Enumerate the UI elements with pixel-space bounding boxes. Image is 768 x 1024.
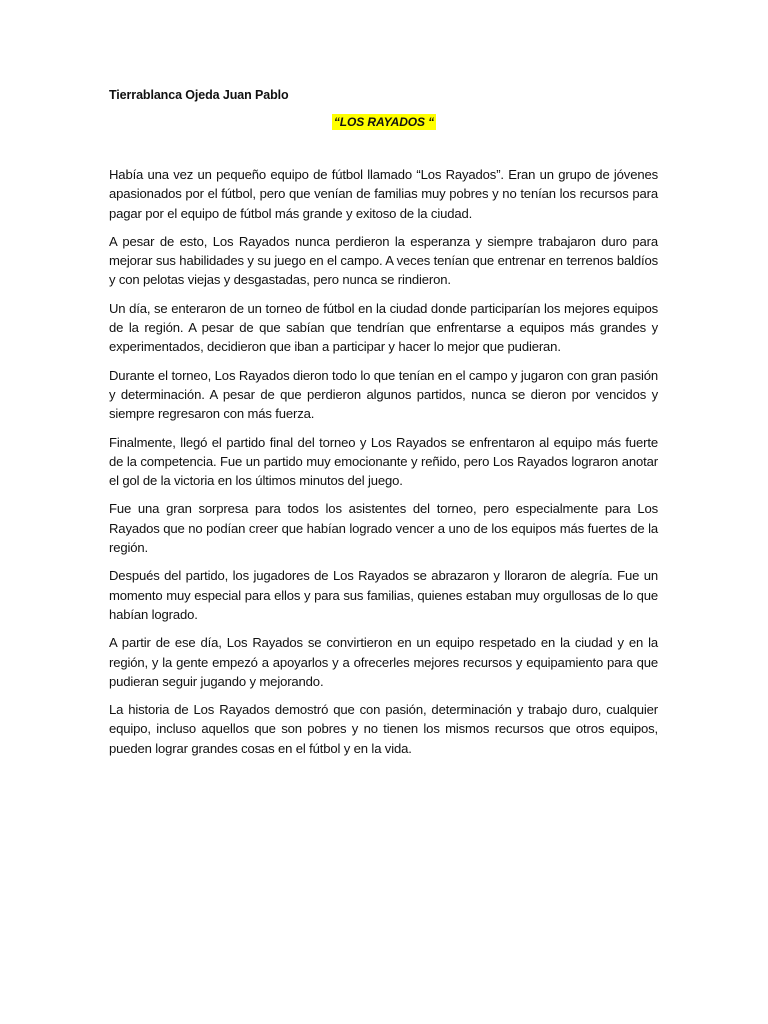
paragraph-1: Había una vez un pequeño equipo de fútbol llamado “Los Rayados”. Eran un grupo de jóvenes apasionados por el fútbol, pero que venían de familias muy pobres y no tenían los recursos para pagar por el equipo de fútbol más grande y exitoso de la ciudad. bbox=[109, 167, 658, 221]
document-title: “LOS RAYADOS “ bbox=[333, 115, 435, 129]
paragraph-4: Durante el torneo, Los Rayados dieron todo lo que tenían en el campo y jugaron con gran pasión y determinación. A pesar de que perdieron algunos partidos, nunca se dieron por vencidos y siempre regresaron con más fuerza. bbox=[109, 367, 658, 422]
author-name: Tierrablanca Ojeda Juan Pablo bbox=[109, 88, 289, 102]
paragraph-2: A pesar de esto, Los Rayados nunca perdieron la esperanza y siempre trabajaron duro para mejorar sus habilidades y su juego en el campo. A veces tenían que entrenar en terrenos baldíos y con pelotas viejas y desgastadas, pero nunca se rindieron. bbox=[109, 233, 658, 288]
paragraph-3: Un día, se enteraron de un torneo de fútbol en la ciudad donde participarían los mejores equipos de la región. A pesar de que sabían que tendrían que enfrentarse a equipos más grandes y experimentados, decidieron que iban a participar y hacer lo mejor que pudieran. bbox=[109, 300, 658, 355]
paragraph-5: Finalmente, llegó el partido final del torneo y Los Rayados se enfrentaron al equipo más fuerte de la competencia. Fue un partido muy emocionante y reñido, pero Los Rayados lograron anotar el gol de la victoria en los últimos minutos del juego. bbox=[109, 434, 658, 489]
paragraph-8: A partir de ese día, Los Rayados se convirtieron en un equipo respetado en la ciudad y en la región, y la gente empezó a apoyarlos y a ofrecerles mejores recursos y equipamiento para que pudieran seguir jugando y mejorando. bbox=[109, 635, 658, 689]
paragraph-7: Después del partido, los jugadores de Los Rayados se abrazaron y lloraron de alegría. Fue un momento muy especial para ellos y para sus familias, quienes estaban muy orgullosas de lo que habían logrado. bbox=[109, 568, 658, 622]
story-body bbox=[109, 165, 658, 767]
paragraph-6: Fue una gran sorpresa para todos los asistentes del torneo, pero especialmente para Los Rayados que no podían creer que habían logrado vencer a uno de los equipos más fuertes de la región. bbox=[109, 501, 658, 556]
title-container bbox=[0, 113, 768, 131]
paragraph-9: La historia de Los Rayados demostró que con pasión, determinación y trabajo duro, cualquier equipo, incluso aquellos que son pobres y no tienen los mismos recursos que otros equipos, pueden lograr grandes cosas en el fútbol y en la vida. bbox=[109, 702, 658, 756]
